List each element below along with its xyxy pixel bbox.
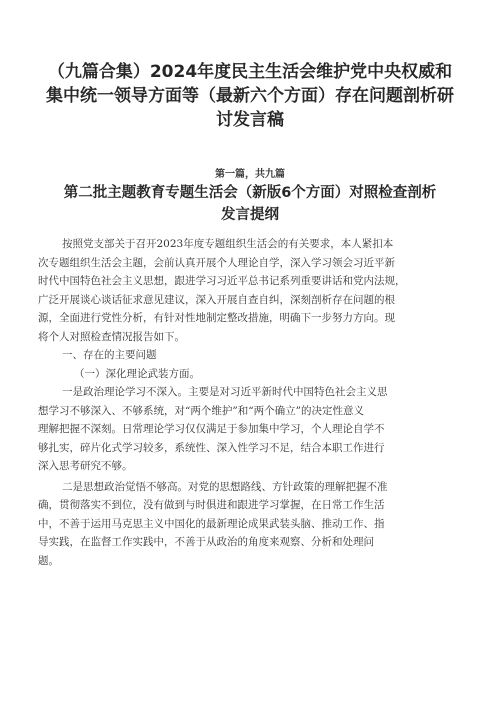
text-line: 将个人对照检查情况报告如下。 [38, 330, 185, 343]
text-line: 理解把握不深刻。日常理论学习仅仅满足于参加集中学习，个人理论自学不 [38, 423, 385, 435]
document-title-line: （九篇合集）2024年度民主生活会维护党中央权威和 [47, 62, 453, 82]
document-title-line: 讨发言稿 [216, 110, 284, 130]
document-title [40, 60, 460, 132]
text-line: 时代中国特色社会主义思想，跟进学习习近平总书记系列重要讲话和党内法规， [38, 275, 406, 287]
section-counter: 第一篇，共九篇 [215, 169, 285, 180]
text-line: 够扎实，碎片化式学习较多，系统性、深入性学习不足，结合本职工作进行 [38, 441, 385, 454]
document-title-line: 集中统一领导方面等（最新六个方面）存在问题剖析研 [46, 86, 454, 106]
text-line: 中，不善于运用马克思主义中国化的最新理论成果武装头脑、推动工作、指 [38, 517, 385, 530]
intro-paragraph [38, 235, 470, 346]
text-line: 次专题组织生活会主题，会前认真开展个人理论自学，深入学习领会习近平新 [38, 256, 395, 269]
text-line: 一是政治理论学习不深入。主要是对习近平新时代中国特色社会主义思 [62, 386, 388, 398]
heading-level-1: 一、存在的主要问题 [62, 349, 157, 361]
text-line: 二是思想政治觉悟不够高。对党的思想路线、方针政策的理解把握不准 [62, 480, 388, 493]
text-line: 按照党支部关于召开2023年度专题组织生活会的有关要求，本人紧扣本 [62, 238, 394, 250]
text-line: 题。 [38, 554, 59, 567]
text-line: 导实践，在监督工作实践中，不善于从政治的角度来观察、分析和处理问 [38, 536, 374, 548]
text-line: 想学习不够深入、不够系统，对“两个维护”和“两个确立”的决定性意义 [38, 404, 364, 417]
text-line: 深入思考研究不够。 [38, 460, 133, 472]
document-body [38, 235, 470, 570]
heading-level-2: （一）深化理论武装方面。 [74, 367, 200, 380]
paragraph-theory-study [38, 383, 470, 476]
text-line: 确，贯彻落实不到位，没有做到与时俱进和跟进学习掌握，在日常工作生活 [38, 499, 385, 511]
paragraph-political-awareness [38, 478, 470, 571]
section-title [50, 182, 450, 226]
section-title-line: 发言提纲 [221, 207, 279, 223]
section-title-line: 第二批主题教育专题生活会（新版6个方面）对照检查剖析 [63, 185, 437, 201]
text-line: 源，全面进行党性分析，有针对性地制定整改措施，明确下一步努力方向。现 [38, 312, 395, 324]
text-line: 广泛开展谈心谈话征求意见建议，深入开展自查自纠，深刻剖析存在问题的根 [38, 293, 395, 306]
